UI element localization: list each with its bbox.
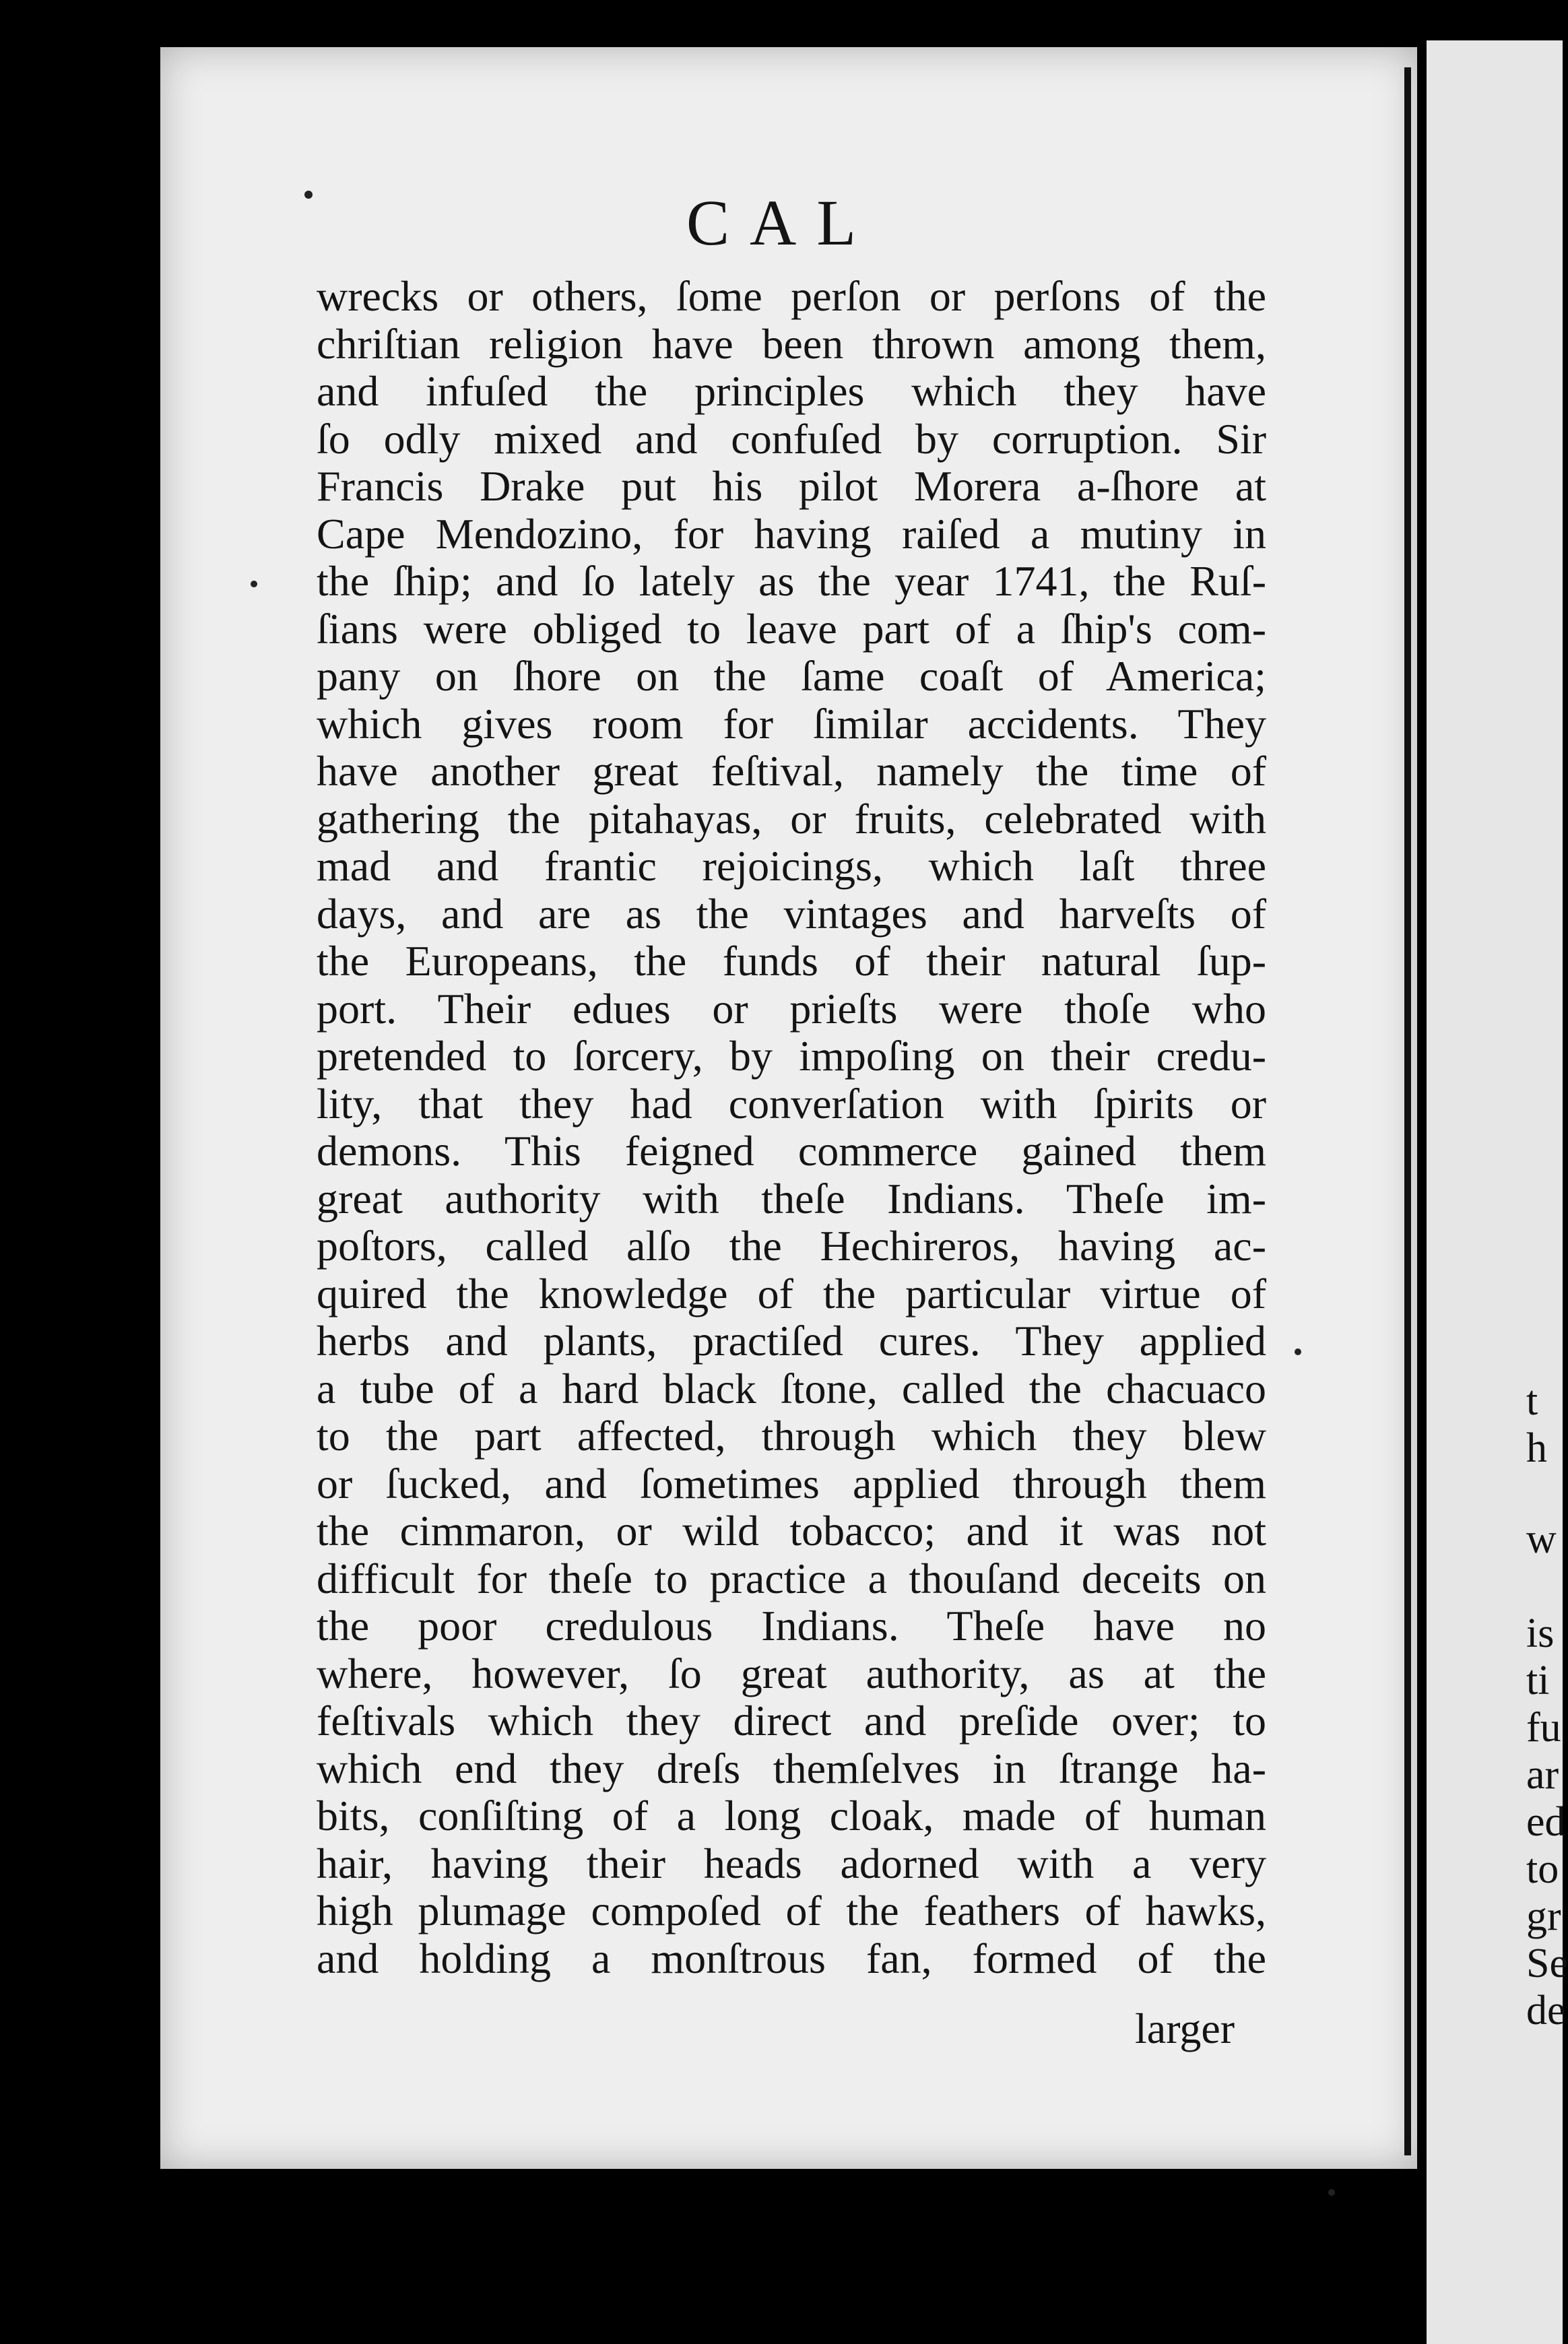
text-line: demons. This feigned commerce gained them bbox=[317, 1127, 1266, 1175]
text-line: wrecks or others, ſome perſon or perſons of the bbox=[317, 272, 1266, 320]
text-line: where, however, ſo great authority, as at the bbox=[317, 1649, 1266, 1697]
fragment: ti bbox=[1526, 1658, 1550, 1703]
text-line: which end they dreſs themſelves in ſtrange ha- bbox=[317, 1744, 1266, 1792]
fragment: de bbox=[1526, 1988, 1566, 2033]
fragment: h bbox=[1526, 1425, 1547, 1471]
text-line: pany on ſhore on the ſame coaſt of America; bbox=[317, 652, 1266, 700]
text-line: Cape Mendozino, for having raiſed a mutiny in bbox=[317, 509, 1266, 558]
text-line: great authority with theſe Indians. Theſe im- bbox=[317, 1174, 1266, 1223]
fragment: fu bbox=[1526, 1705, 1561, 1751]
fragment: to bbox=[1526, 1846, 1559, 1892]
text-line: the cimmaron, or wild tobacco; and it was not bbox=[317, 1507, 1266, 1555]
text-line: ſians were obliged to leave part of a ſhip's com- bbox=[317, 604, 1266, 653]
text-line: feſtivals which they direct and preſide over; to bbox=[317, 1697, 1266, 1745]
text-line: the ſhip; and ſo lately as the year 1741, the Ruſ- bbox=[317, 557, 1266, 605]
text-line: port. Their edues or prieſts were thoſe who bbox=[317, 984, 1266, 1033]
text-line: have another great feſtival, namely the time of bbox=[317, 747, 1266, 795]
text-line: and infuſed the principles which they have bbox=[317, 367, 1266, 415]
text-line: lity, that they had converſation with ſpirits or bbox=[317, 1079, 1266, 1128]
ink-speck bbox=[1328, 2189, 1335, 2196]
ink-speck bbox=[304, 191, 313, 199]
text-line: gathering the pitahayas, or fruits, celebrated with bbox=[317, 794, 1266, 843]
text-line: the poor credulous Indians. Theſe have no bbox=[317, 1602, 1266, 1650]
text-line: herbs and plants, practiſed cures. They applied bbox=[317, 1317, 1266, 1365]
text-line: a tube of a hard black ſtone, called the chacuaco bbox=[317, 1364, 1266, 1412]
page-gutter-shadow bbox=[1404, 67, 1411, 2155]
text-line: or ſucked, and ſometimes applied through them bbox=[317, 1459, 1266, 1507]
fragment: ed bbox=[1526, 1799, 1566, 1845]
text-line: bits, conſiſting of a long cloak, made of human bbox=[317, 1792, 1266, 1840]
fragment: ar bbox=[1526, 1752, 1559, 1798]
running-head: CAL bbox=[686, 187, 876, 259]
text-line: high plumage compoſed of the feathers of hawks, bbox=[317, 1887, 1266, 1934]
adjacent-page-edge bbox=[1427, 40, 1568, 2344]
text-line: ſo odly mixed and confuſed by corruption. Sir bbox=[317, 414, 1266, 463]
catchword: larger bbox=[1135, 2005, 1235, 2052]
text-line: mad and frantic rejoicings, which laſt three bbox=[317, 842, 1266, 890]
text-line: difficult for theſe to practice a thouſand deceits on bbox=[317, 1554, 1266, 1602]
fragment: w bbox=[1526, 1516, 1557, 1562]
text-line: chriſtian religion have been thrown among them, bbox=[317, 319, 1266, 368]
text-line: quired the knowledge of the particular virtue of bbox=[317, 1269, 1266, 1317]
text-line: poſtors, called alſo the Hechireros, having ac- bbox=[317, 1222, 1266, 1270]
text-line: the Europeans, the funds of their natural ſup- bbox=[317, 937, 1266, 985]
fragment: gr bbox=[1526, 1893, 1561, 1939]
text-line: pretended to ſorcery, by impoſing on their credu- bbox=[317, 1032, 1266, 1080]
body-text bbox=[317, 273, 1266, 1982]
fragment: is bbox=[1526, 1610, 1555, 1656]
text-line: which gives room for ſimilar accidents. They bbox=[317, 699, 1266, 748]
fragment: t bbox=[1526, 1378, 1538, 1424]
text-line: days, and are as the vintages and harveſts of bbox=[317, 889, 1266, 938]
ink-speck bbox=[251, 581, 257, 587]
fragment: Se bbox=[1526, 1941, 1568, 1986]
ink-speck bbox=[1295, 1348, 1301, 1355]
text-line: to the part affected, through which they blew bbox=[317, 1412, 1266, 1460]
text-line: and holding a monſtrous fan, formed of the bbox=[317, 1934, 1266, 1982]
text-line: hair, having their heads adorned with a very bbox=[317, 1839, 1266, 1887]
text-line: Francis Drake put his pilot Morera a-ſhore at bbox=[317, 462, 1266, 510]
